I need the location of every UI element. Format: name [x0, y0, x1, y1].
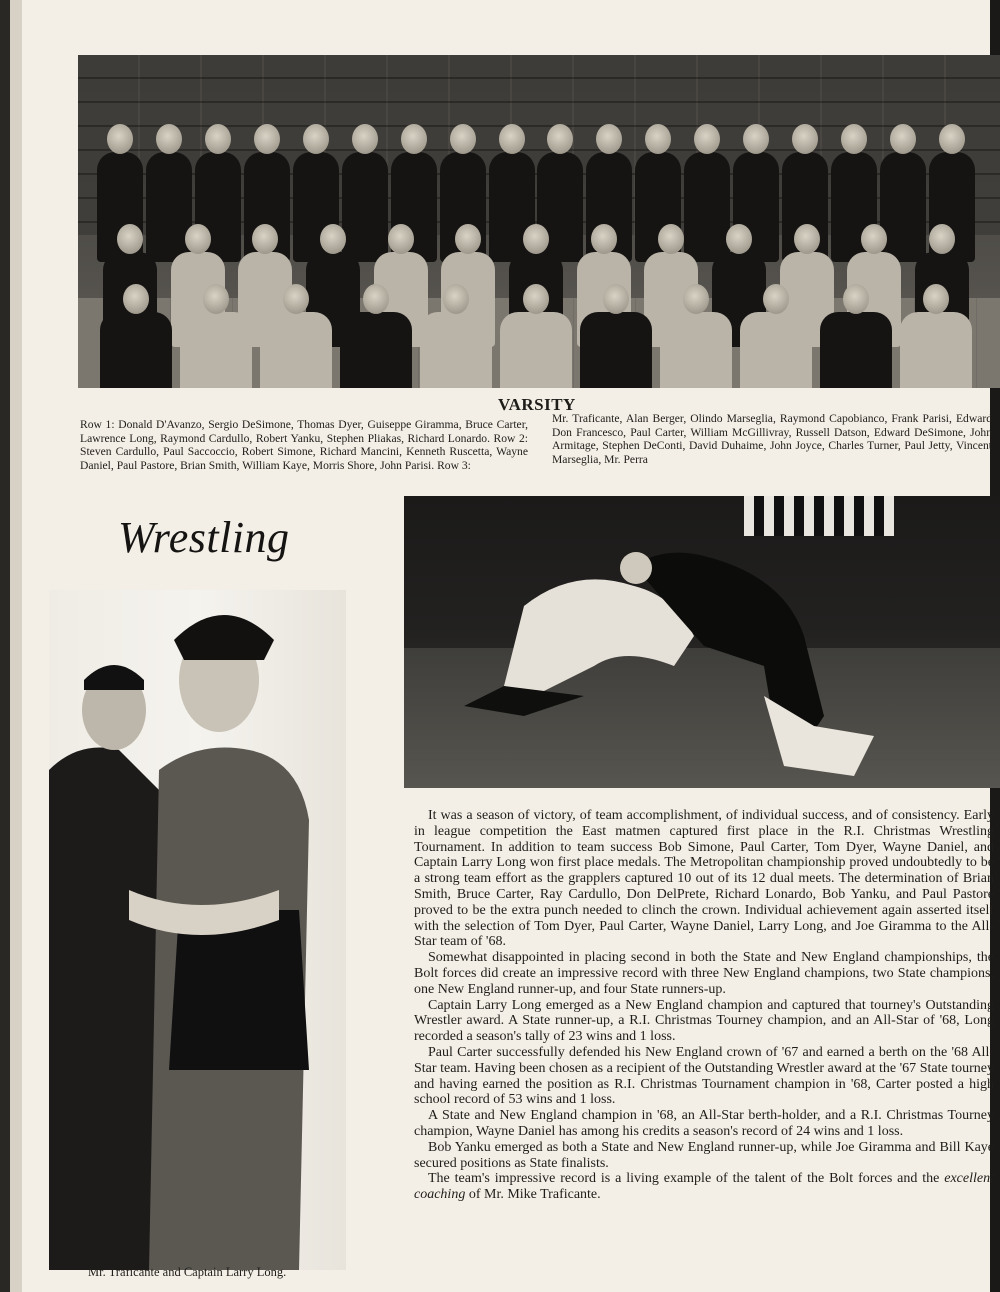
team-member-head	[499, 124, 525, 154]
team-member-head	[841, 124, 867, 154]
team-member-head	[923, 284, 949, 314]
team-member-head	[283, 284, 309, 314]
team-member-head	[443, 284, 469, 314]
team-member-figure	[900, 312, 972, 388]
team-member-head	[792, 124, 818, 154]
article-paragraph: It was a season of victory, of team accomplishment, of individual success, and of consistency. Early in league competition the East matmen captured first place in the R.I. Christmas Wrestling Tournament. In addition to team success Bob Simone, Paul Carter, Tom Dyer, Wayne Daniel, and Captain Larry Long won first place medals. The Metropolitan championship proved undoubtedly to be a strong team effort as the grapplers captured 10 out of its 12 dual meets. The determination of Brian Smith, Bruce Carter, Ray Cardullo, Don DelPrete, Richard Lonardo, Bob Yanku, and Paul Pastore proved to be the extra punch needed to clinch the crown. Individual achievement again asserted itself with the selection of Tom Dyer, Paul Carter, Wayne Daniel, Larry Long, and Joe Giramma to the All-Star team of '68.	[414, 808, 994, 950]
team-photo	[78, 55, 1000, 388]
team-member-head	[890, 124, 916, 154]
team-member-head	[603, 284, 629, 314]
team-caption-left: Row 1: Donald D'Avanzo, Sergio DeSimone, Thomas Dyer, Guiseppe Giramma, Bruce Carter, Lawrence Long, Raymond Cardullo, Robert Yanku, Stephen Pliakas, Richard Lonardo. Row 2: Steven Cardullo, Paul Saccoccio, Robert Simone, Richard Mancini, Kenneth Ruscetta, Wayne Daniel, Paul Pastore, Brian Smith, William Kaye, Morris Shore, John Parisi. Row 3:	[80, 418, 528, 472]
team-member-head	[794, 224, 820, 254]
team-member-figure	[880, 152, 926, 262]
article-paragraph: Captain Larry Long emerged as a New England champion and captured that tourney's Outstanding Wrestler award. A State runner-up, a R.I. Christmas Tourney champion, and an All-Star of '68, Long recorded a season's tally of 23 wins and 1 loss.	[414, 997, 994, 1045]
team-member-head	[352, 124, 378, 154]
team-member-head	[523, 284, 549, 314]
article-body	[414, 808, 994, 1203]
team-member-figure	[260, 312, 332, 388]
team-member-figure	[660, 312, 732, 388]
team-member-head	[694, 124, 720, 154]
team-member-figure	[180, 312, 252, 388]
team-member-head	[363, 284, 389, 314]
varsity-heading: VARSITY	[498, 395, 576, 414]
team-member-head	[401, 124, 427, 154]
article-paragraph: Bob Yanku emerged as both a State and New England runner-up, while Joe Giramma and Bill Kaye secured positions as State finalists.	[414, 1139, 994, 1171]
page-binding-edge	[0, 0, 22, 1292]
article-closing-paragraph	[414, 1171, 994, 1203]
team-member-head	[523, 224, 549, 254]
team-member-figure	[342, 152, 388, 262]
portrait-caption: Mr. Traficante and Captain Larry Long.	[88, 1265, 287, 1279]
team-member-head	[254, 124, 280, 154]
team-member-head	[591, 224, 617, 254]
team-caption-right: Mr. Traficante, Alan Berger, Olindo Marseglia, Raymond Capobianco, Frank Parisi, Edward Don Francesco, Paul Carter, William McGillivray, Russell Datson, Edward DeSimone, John Armitage, Stephen DeConti, David Duhaime, John Joyce, Charles Turner, Paul Jetty, Vincent Marseglia, Mr. Perra	[552, 412, 992, 466]
team-member-head	[843, 284, 869, 314]
team-member-head	[939, 124, 965, 154]
team-member-head	[117, 224, 143, 254]
team-member-head	[683, 284, 709, 314]
team-member-head	[185, 224, 211, 254]
team-member-figure	[740, 312, 812, 388]
closing-tail: of Mr. Mike Traficante.	[468, 1187, 601, 1203]
team-member-head	[450, 124, 476, 154]
article-paragraph: Somewhat disappointed in placing second in both the State and New England championships, the Bolt forces did create an impressive record with three New England champions, two State champions, one New England runner-up, and four State runners-up.	[414, 950, 994, 997]
closing-emphasis: excellent coaching	[414, 1171, 994, 1203]
team-member-figure	[820, 312, 892, 388]
team-member-figure	[420, 312, 492, 388]
team-member-head	[743, 124, 769, 154]
action-photo	[404, 496, 1000, 788]
section-title: Wrestling	[118, 513, 290, 562]
team-member-head	[303, 124, 329, 154]
team-member-head	[123, 284, 149, 314]
team-member-head	[320, 224, 346, 254]
team-member-head	[388, 224, 414, 254]
team-member-head	[763, 284, 789, 314]
portrait-photo	[49, 590, 346, 1270]
team-member-head	[203, 284, 229, 314]
article-paragraph: Paul Carter successfully defended his New England crown of '67 and earned a berth on the '68 All-Star team. Having been chosen as a recipient of the Outstanding Wrestler award at the '67 State tourney and having earned the position as R.I. Christmas Tournament champion in '68, Carter posted a high school record of 53 wins and 1 loss.	[414, 1044, 994, 1108]
team-member-head	[726, 224, 752, 254]
team-member-figure	[340, 312, 412, 388]
closing-lead: The team's impressive record is a living example of the talent of the Bolt forces and the	[428, 1171, 940, 1187]
team-member-figure	[100, 312, 172, 388]
coach-and-captain-illustration	[49, 590, 346, 1270]
team-member-head	[929, 224, 955, 254]
team-member-figure	[500, 312, 572, 388]
team-member-figure	[684, 152, 730, 262]
wrestlers-illustration	[404, 496, 1000, 788]
article-paragraph: A State and New England champion in '68, an All-Star berth-holder, and a R.I. Christmas Tourney champion, Wayne Daniel has among his credits a season's record of 24 wins and 1 loss.	[414, 1108, 994, 1139]
team-member-figure	[580, 312, 652, 388]
